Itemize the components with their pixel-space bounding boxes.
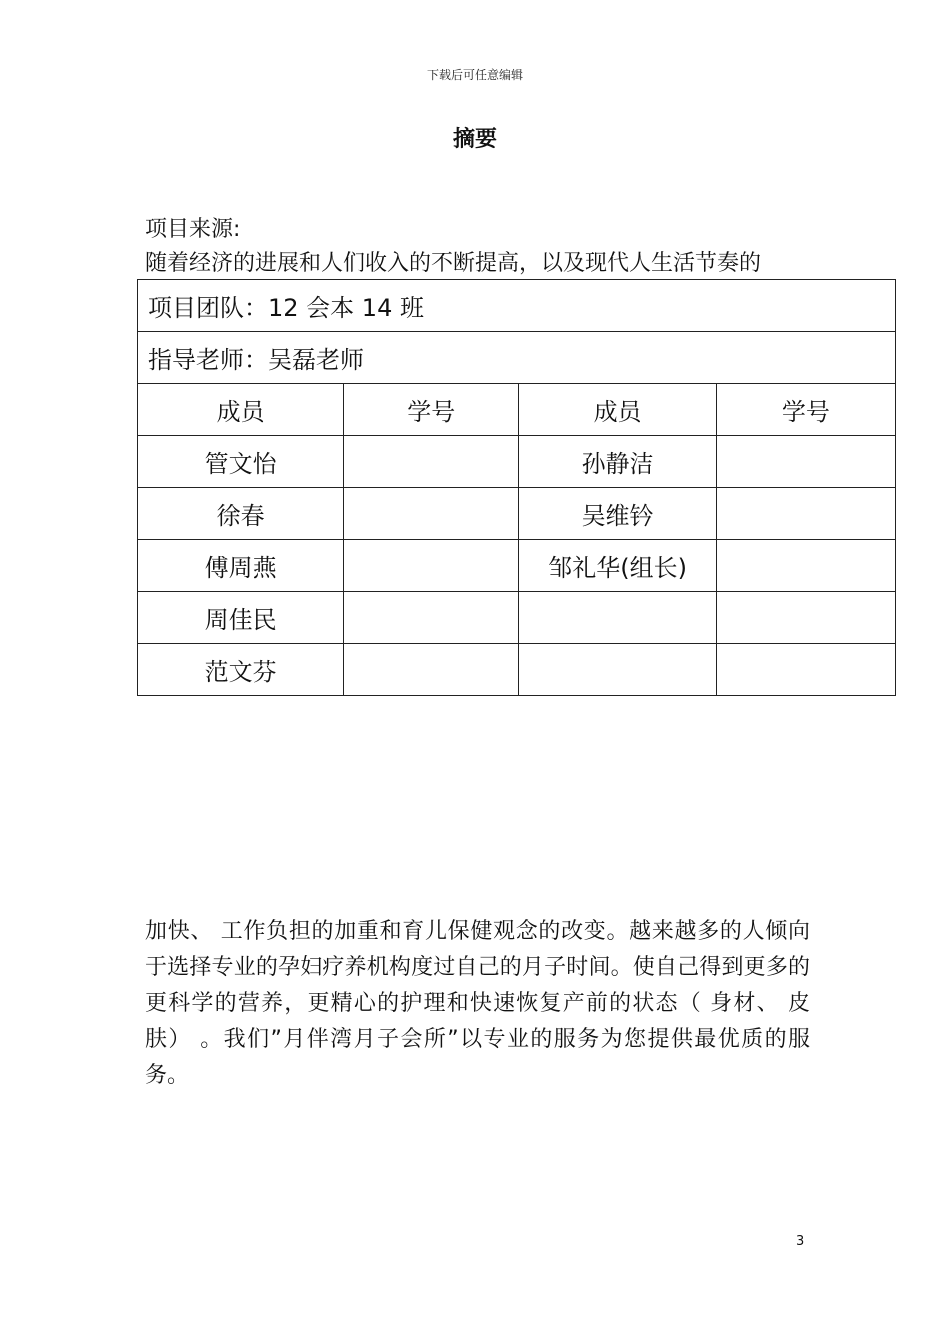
advisor-cell: 指导老师：吴磊老师 [138,332,896,384]
advisor-row [138,332,896,384]
team-table [137,279,896,696]
member-name [519,592,716,644]
header-id-1: 学号 [344,384,519,436]
member-id [344,644,519,696]
header-member-2: 成员 [519,384,716,436]
member-id [344,436,519,488]
table-row [138,436,896,488]
header-note: 下载后可任意编辑 [426,68,523,82]
member-id [716,592,895,644]
member-id [716,488,895,540]
page-title: 摘要 [452,127,497,152]
header-member-1: 成员 [138,384,344,436]
member-id [716,644,895,696]
table-row [138,540,896,592]
member-id [716,436,895,488]
header-id-2: 学号 [716,384,895,436]
table-row [138,592,896,644]
member-name: 周佳民 [138,592,344,644]
member-name: 管文怡 [138,436,344,488]
member-name: 孙静洁 [519,436,716,488]
page-number: 3 [796,1234,805,1249]
table-row [138,488,896,540]
member-name [519,644,716,696]
member-name: 傅周燕 [138,540,344,592]
member-name: 徐春 [138,488,344,540]
member-name: 吴维钤 [519,488,716,540]
team-cell: 项目团队：12 会本 14 班 [138,280,896,332]
team-row [138,280,896,332]
member-name: 邹礼华(组长) [519,540,716,592]
intro-first-line: 随着经济的进展和人们收入的不断提高，以及现代人生活节奏的 [145,251,762,276]
member-id [344,488,519,540]
header-row [138,384,896,436]
member-name: 范文芬 [138,644,344,696]
body-paragraph: 加快、 工作负担的加重和育儿保健观念的改变。越来越多的人倾向于选择专业的孕妇疗养机构度过自己的月子时间。使自己得到更多的更科学的营养，更精心的护理和快速恢复产前的状态（ 身材、 皮肤） 。我们”月伴湾月子会所”以专业的服务为您提供最优质的服务。 [145,919,810,1088]
table-row [138,644,896,696]
member-id [344,540,519,592]
member-id [716,540,895,592]
project-source-label: 项目来源: [145,217,241,242]
member-id [344,592,519,644]
